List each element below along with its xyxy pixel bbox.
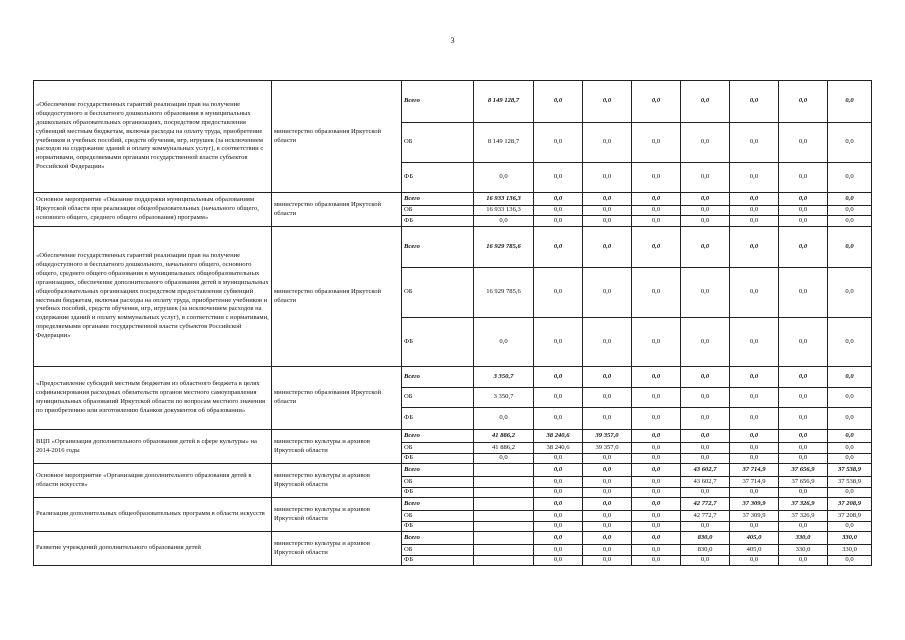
amount-cell: 37 326,9 [779, 511, 828, 522]
amount-cell: 0,0 [681, 318, 730, 367]
amount-cell: 43 602,7 [681, 477, 730, 488]
amount-cell: 0,0 [828, 488, 872, 498]
amount-cell: 0,0 [681, 408, 730, 430]
amount-cell: 0,0 [632, 477, 681, 488]
funding-source: ФБ [402, 454, 474, 464]
amount-cell: 0,0 [779, 388, 828, 408]
amount-cell: 0,0 [681, 163, 730, 193]
amount-cell: 0,0 [779, 488, 828, 498]
amount-cell: 41 886,2 [474, 443, 534, 454]
amount-cell: 0,0 [583, 498, 632, 511]
amount-cell: 37 714,9 [730, 464, 779, 477]
amount-cell: 38 240,6 [534, 443, 583, 454]
amount-cell: 0,0 [534, 464, 583, 477]
activity-name: «Обеспечение государственных гарантий реализации прав на получение общедоступного и бесплатного дошкольного образования в муниципальных дошкольных образовательных организациях, посредством предоставления субвенций местным бюджетам, включая расходы на оплату труда, приобретение учебников и учебных пособий, средств обучения, игр, игрушек (за исключением расходов на содержание зданий и оплату коммунальных услуг), в соответствии с нормативами, определяемыми органами государственной власти субъектов Российской Федерации» [34, 81, 272, 193]
amount-cell: 0,0 [632, 522, 681, 532]
amount-cell: 0,0 [828, 388, 872, 408]
amount-cell: 0,0 [632, 498, 681, 511]
funding-source: ОБ [402, 545, 474, 556]
amount-cell: 0,0 [632, 227, 681, 268]
amount-cell: 0,0 [583, 206, 632, 216]
amount-cell [474, 488, 534, 498]
amount-cell: 0,0 [730, 81, 779, 123]
amount-cell: 0,0 [681, 193, 730, 206]
amount-cell: 0,0 [632, 193, 681, 206]
amount-cell: 37 538,9 [828, 464, 872, 477]
amount-cell: 0,0 [681, 556, 730, 566]
amount-cell: 0,0 [632, 81, 681, 123]
amount-cell: 405,0 [730, 545, 779, 556]
table-row [34, 227, 872, 268]
amount-cell: 0,0 [828, 268, 872, 318]
executor-name: министерство образования Иркутской области [272, 367, 402, 430]
table-row [34, 464, 872, 477]
amount-cell: 0,0 [583, 216, 632, 227]
activity-name: ВЦП «Организация дополнительного образования детей в сфере культуры» на 2014-2016 годы [34, 430, 272, 464]
amount-cell: 0,0 [534, 522, 583, 532]
amount-cell: 0,0 [583, 488, 632, 498]
amount-cell: 0,0 [632, 206, 681, 216]
activity-name: Основное мероприятие «Оказание поддержки муниципальным образованиям Иркутской области при реализации общеобразовательных (начального общего, основного общего, среднего общего образования) программ» [34, 193, 272, 227]
amount-cell: 0,0 [632, 556, 681, 566]
amount-cell: 0,0 [583, 388, 632, 408]
amount-cell: 37 326,9 [779, 498, 828, 511]
amount-cell: 0,0 [828, 318, 872, 367]
amount-cell: 0,0 [681, 227, 730, 268]
executor-name: министерство образования Иркутской области [272, 227, 402, 367]
amount-cell: 0,0 [534, 163, 583, 193]
amount-cell: 0,0 [681, 388, 730, 408]
amount-cell [474, 464, 534, 477]
amount-cell: 330,0 [779, 545, 828, 556]
amount-cell: 0,0 [779, 318, 828, 367]
amount-cell: 0,0 [730, 443, 779, 454]
amount-cell: 0,0 [828, 227, 872, 268]
amount-cell: 37 656,9 [779, 464, 828, 477]
amount-cell: 0,0 [583, 477, 632, 488]
amount-cell: 0,0 [534, 123, 583, 163]
amount-cell: 37 208,9 [828, 498, 872, 511]
amount-cell: 0,0 [632, 488, 681, 498]
funding-source: Всего [402, 498, 474, 511]
page-number: 3 [450, 36, 455, 45]
amount-cell: 0,0 [779, 216, 828, 227]
amount-cell: 0,0 [632, 123, 681, 163]
amount-cell: 0,0 [474, 163, 534, 193]
amount-cell: 0,0 [681, 206, 730, 216]
amount-cell: 0,0 [583, 123, 632, 163]
amount-cell: 0,0 [779, 123, 828, 163]
amount-cell: 0,0 [632, 443, 681, 454]
amount-cell: 0,0 [828, 367, 872, 388]
amount-cell: 0,0 [534, 545, 583, 556]
amount-cell [474, 556, 534, 566]
amount-cell: 0,0 [730, 193, 779, 206]
funding-source: ОБ [402, 388, 474, 408]
amount-cell: 0,0 [534, 227, 583, 268]
amount-cell: 0,0 [534, 454, 583, 464]
amount-cell: 0,0 [534, 81, 583, 123]
amount-cell: 42 772,7 [681, 511, 730, 522]
amount-cell: 0,0 [534, 532, 583, 545]
table-row [34, 498, 872, 511]
amount-cell: 0,0 [779, 268, 828, 318]
amount-cell: 37 208,9 [828, 511, 872, 522]
amount-cell: 16 929 785,6 [474, 227, 534, 268]
amount-cell: 38 240,6 [534, 430, 583, 443]
activity-name: «Предоставление субсидий местным бюджетам из областного бюджета в целях софинансирования расходных обязательств органов местного самоуправления муниципальных образований Иркутской области по вопросам местного значения по приобретению или изготовлению бланков документов об образовании» [34, 367, 272, 430]
amount-cell: 0,0 [779, 556, 828, 566]
executor-name: министерство образования Иркутской области [272, 81, 402, 193]
amount-cell [474, 498, 534, 511]
funding-source: ФБ [402, 408, 474, 430]
amount-cell: 0,0 [583, 193, 632, 206]
amount-cell: 0,0 [474, 454, 534, 464]
funding-source: Всего [402, 430, 474, 443]
amount-cell: 0,0 [474, 216, 534, 227]
amount-cell: 0,0 [583, 163, 632, 193]
amount-cell: 0,0 [534, 556, 583, 566]
amount-cell: 0,0 [828, 408, 872, 430]
amount-cell: 0,0 [534, 216, 583, 227]
amount-cell: 0,0 [632, 454, 681, 464]
amount-cell: 37 309,9 [730, 498, 779, 511]
amount-cell: 330,0 [828, 532, 872, 545]
amount-cell: 16 933 136,3 [474, 206, 534, 216]
funding-source: Всего [402, 227, 474, 268]
amount-cell: 0,0 [632, 464, 681, 477]
funding-source: ОБ [402, 477, 474, 488]
amount-cell: 0,0 [730, 216, 779, 227]
amount-cell: 0,0 [779, 227, 828, 268]
amount-cell: 0,0 [730, 556, 779, 566]
amount-cell: 0,0 [779, 430, 828, 443]
amount-cell: 0,0 [632, 511, 681, 522]
amount-cell: 37 656,9 [779, 477, 828, 488]
amount-cell: 0,0 [534, 193, 583, 206]
amount-cell: 0,0 [583, 81, 632, 123]
amount-cell: 0,0 [583, 464, 632, 477]
amount-cell: 39 357,0 [583, 430, 632, 443]
amount-cell: 0,0 [583, 408, 632, 430]
activity-name: Основное мероприятие «Организация дополнительного образования детей в области искусств» [34, 464, 272, 498]
amount-cell: 0,0 [632, 318, 681, 367]
funding-source: ОБ [402, 268, 474, 318]
amount-cell: 0,0 [681, 268, 730, 318]
amount-cell: 0,0 [534, 477, 583, 488]
amount-cell: 3 350,7 [474, 367, 534, 388]
amount-cell: 0,0 [779, 163, 828, 193]
amount-cell: 0,0 [730, 268, 779, 318]
amount-cell: 0,0 [632, 532, 681, 545]
amount-cell: 0,0 [779, 81, 828, 123]
executor-name: министерство образования Иркутской области [272, 193, 402, 227]
executor-name: министерство культуры и архивов Иркутской области [272, 430, 402, 464]
amount-cell: 0,0 [534, 367, 583, 388]
executor-name: министерство культуры и архивов Иркутской области [272, 532, 402, 566]
amount-cell: 0,0 [632, 367, 681, 388]
amount-cell: 43 602,7 [681, 464, 730, 477]
amount-cell: 0,0 [730, 430, 779, 443]
amount-cell: 0,0 [730, 227, 779, 268]
amount-cell: 0,0 [779, 408, 828, 430]
amount-cell: 0,0 [632, 408, 681, 430]
amount-cell: 0,0 [474, 408, 534, 430]
amount-cell: 0,0 [730, 318, 779, 367]
amount-cell: 0,0 [534, 318, 583, 367]
amount-cell: 0,0 [828, 556, 872, 566]
amount-cell: 37 538,9 [828, 477, 872, 488]
activity-name: Реализация дополнительных общеобразовательных программ в области искусств [34, 498, 272, 532]
funding-source: ФБ [402, 216, 474, 227]
amount-cell: 8 149 128,7 [474, 123, 534, 163]
amount-cell: 0,0 [583, 511, 632, 522]
amount-cell: 8 149 128,7 [474, 81, 534, 123]
amount-cell: 0,0 [583, 454, 632, 464]
amount-cell: 405,0 [730, 532, 779, 545]
funding-source: ОБ [402, 206, 474, 216]
amount-cell: 0,0 [632, 216, 681, 227]
funding-source: ФБ [402, 163, 474, 193]
amount-cell: 0,0 [583, 556, 632, 566]
amount-cell: 0,0 [632, 163, 681, 193]
funding-source: Всего [402, 367, 474, 388]
amount-cell: 39 357,0 [583, 443, 632, 454]
amount-cell: 0,0 [730, 488, 779, 498]
amount-cell [474, 532, 534, 545]
amount-cell: 0,0 [828, 163, 872, 193]
amount-cell: 0,0 [730, 367, 779, 388]
amount-cell: 0,0 [583, 227, 632, 268]
amount-cell: 0,0 [779, 522, 828, 532]
amount-cell: 0,0 [730, 206, 779, 216]
amount-cell: 0,0 [681, 81, 730, 123]
amount-cell: 0,0 [681, 454, 730, 464]
amount-cell: 0,0 [583, 522, 632, 532]
amount-cell: 0,0 [632, 430, 681, 443]
amount-cell: 0,0 [730, 522, 779, 532]
amount-cell: 3 350,7 [474, 388, 534, 408]
funding-source: ФБ [402, 488, 474, 498]
amount-cell: 37 714,9 [730, 477, 779, 488]
amount-cell: 0,0 [828, 443, 872, 454]
table-row [34, 430, 872, 443]
amount-cell: 0,0 [583, 318, 632, 367]
funding-source: ФБ [402, 556, 474, 566]
amount-cell: 0,0 [730, 123, 779, 163]
amount-cell: 0,0 [779, 443, 828, 454]
amount-cell: 0,0 [779, 193, 828, 206]
amount-cell: 16 929 785,6 [474, 268, 534, 318]
funding-source: ОБ [402, 511, 474, 522]
amount-cell: 0,0 [583, 545, 632, 556]
amount-cell: 0,0 [730, 408, 779, 430]
amount-cell [474, 522, 534, 532]
amount-cell: 0,0 [779, 367, 828, 388]
amount-cell: 41 886,2 [474, 430, 534, 443]
amount-cell: 0,0 [534, 408, 583, 430]
amount-cell: 0,0 [534, 488, 583, 498]
amount-cell: 0,0 [534, 388, 583, 408]
amount-cell: 0,0 [681, 123, 730, 163]
budget-table [33, 80, 872, 566]
activity-name: «Обеспечение государственных гарантий реализации прав на получение общедоступного и бесплатного дошкольного, начального общего, основного общего, среднего общего образования в муниципальных общеобразовательных организациях, обеспечение дополнительного образования детей в муниципальных общеобразовательных организациях посредством предоставления субвенций местным бюджетам, включая расходы на оплату труда, приобретение учебников и учебных пособий, средств обучения, игр, игрушек (за исключением расходов на содержание зданий и оплату коммунальных услуг), в соответствии с нормативами, определяемыми органами государственной власти субъектов Российской Федерации» [34, 227, 272, 367]
table-row [34, 193, 872, 206]
funding-source: Всего [402, 81, 474, 123]
amount-cell: 0,0 [730, 388, 779, 408]
amount-cell: 0,0 [681, 443, 730, 454]
funding-source: ОБ [402, 443, 474, 454]
amount-cell: 830,0 [681, 545, 730, 556]
amount-cell: 0,0 [534, 498, 583, 511]
table-row [34, 532, 872, 545]
amount-cell: 0,0 [681, 522, 730, 532]
amount-cell [474, 477, 534, 488]
amount-cell: 0,0 [828, 193, 872, 206]
amount-cell: 37 309,9 [730, 511, 779, 522]
amount-cell: 0,0 [828, 522, 872, 532]
amount-cell: 0,0 [632, 268, 681, 318]
activity-name: Развитие учреждений дополнительного образования детей [34, 532, 272, 566]
executor-name: министерство культуры и архивов Иркутской области [272, 464, 402, 498]
executor-name: министерство культуры и архивов Иркутской области [272, 498, 402, 532]
amount-cell: 0,0 [632, 545, 681, 556]
amount-cell: 0,0 [583, 532, 632, 545]
funding-source: ФБ [402, 318, 474, 367]
funding-source: ФБ [402, 522, 474, 532]
funding-source: ОБ [402, 123, 474, 163]
amount-cell: 0,0 [730, 163, 779, 193]
amount-cell: 0,0 [828, 81, 872, 123]
amount-cell: 0,0 [534, 268, 583, 318]
funding-source: Всего [402, 193, 474, 206]
table-row [34, 81, 872, 123]
amount-cell: 16 933 136,3 [474, 193, 534, 206]
amount-cell: 0,0 [828, 123, 872, 163]
amount-cell: 0,0 [828, 206, 872, 216]
table-row [34, 367, 872, 388]
amount-cell [474, 545, 534, 556]
amount-cell: 0,0 [681, 430, 730, 443]
amount-cell: 0,0 [681, 488, 730, 498]
amount-cell: 0,0 [828, 454, 872, 464]
amount-cell: 0,0 [779, 454, 828, 464]
amount-cell: 0,0 [632, 388, 681, 408]
amount-cell: 0,0 [534, 511, 583, 522]
amount-cell: 0,0 [583, 268, 632, 318]
amount-cell: 42 772,7 [681, 498, 730, 511]
funding-source: Всего [402, 532, 474, 545]
amount-cell: 0,0 [681, 216, 730, 227]
amount-cell: 0,0 [534, 206, 583, 216]
amount-cell: 0,0 [681, 367, 730, 388]
amount-cell: 0,0 [828, 430, 872, 443]
amount-cell: 830,0 [681, 532, 730, 545]
amount-cell: 330,0 [779, 532, 828, 545]
funding-source: Всего [402, 464, 474, 477]
amount-cell: 330,0 [828, 545, 872, 556]
amount-cell: 0,0 [730, 454, 779, 464]
amount-cell [474, 511, 534, 522]
amount-cell: 0,0 [779, 206, 828, 216]
amount-cell: 0,0 [828, 216, 872, 227]
amount-cell: 0,0 [583, 367, 632, 388]
amount-cell: 0,0 [474, 318, 534, 367]
